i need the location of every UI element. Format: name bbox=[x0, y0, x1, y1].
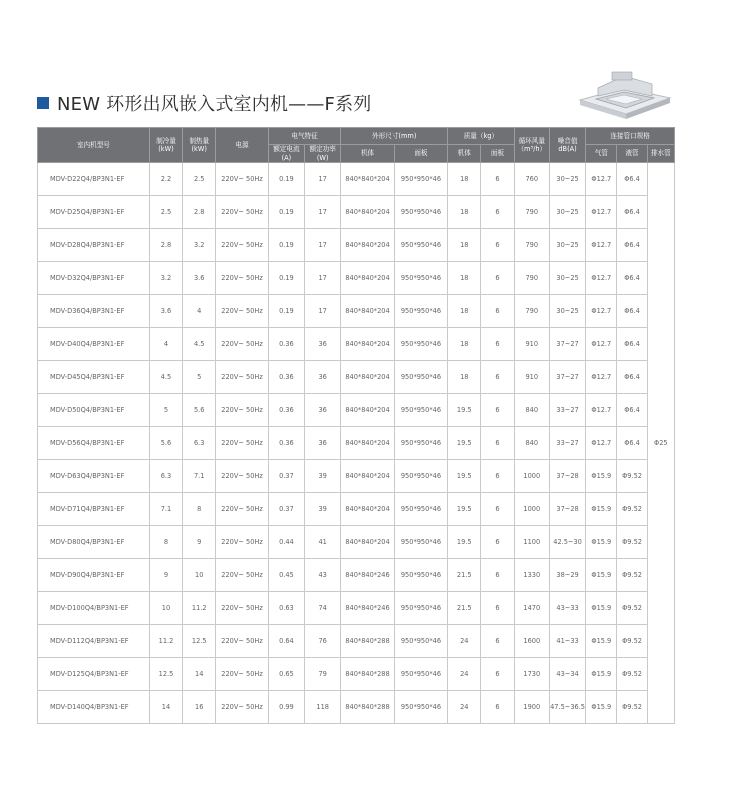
cell-air: 1000 bbox=[514, 460, 549, 493]
cell-heat: 5.6 bbox=[183, 394, 216, 427]
spec-table bbox=[37, 127, 675, 724]
cell-gas: Φ15.9 bbox=[586, 691, 617, 724]
cell-body: 840*840*204 bbox=[341, 196, 394, 229]
cell-liquid: Φ9.52 bbox=[617, 460, 647, 493]
cell-gas: Φ15.9 bbox=[586, 625, 617, 658]
cell-cool: 8 bbox=[149, 526, 182, 559]
cell-noise: 30~25 bbox=[549, 196, 585, 229]
cell-liquid: Φ9.52 bbox=[617, 592, 647, 625]
cell-air: 1330 bbox=[514, 559, 549, 592]
cell-watt: 39 bbox=[305, 460, 341, 493]
cell-heat: 2.8 bbox=[183, 196, 216, 229]
cell-current: 0.37 bbox=[268, 493, 304, 526]
cell-noise: 37~28 bbox=[549, 493, 585, 526]
cell-air: 840 bbox=[514, 394, 549, 427]
cell-gas: Φ15.9 bbox=[586, 559, 617, 592]
cassette-unit-image bbox=[576, 66, 674, 122]
cell-liquid: Φ9.52 bbox=[617, 691, 647, 724]
cell-wpanel: 6 bbox=[481, 262, 514, 295]
cell-watt: 43 bbox=[305, 559, 341, 592]
cell-wbody: 21.5 bbox=[448, 559, 481, 592]
cell-power: 220V~ 50Hz bbox=[216, 625, 268, 658]
cell-gas: Φ15.9 bbox=[586, 526, 617, 559]
header-pipe: 连接管口规格 bbox=[586, 128, 675, 145]
cell-model: MDV-D56Q4/BP3N1-EF bbox=[38, 427, 150, 460]
header-heating: 制热量 (kW) bbox=[183, 128, 216, 163]
cell-wpanel: 6 bbox=[481, 658, 514, 691]
cell-current: 0.99 bbox=[268, 691, 304, 724]
cell-drain: Φ25 bbox=[647, 163, 674, 724]
header-panel: 面板 bbox=[394, 145, 447, 163]
cell-current: 0.36 bbox=[268, 361, 304, 394]
cell-model: MDV-D50Q4/BP3N1-EF bbox=[38, 394, 150, 427]
cell-wpanel: 6 bbox=[481, 229, 514, 262]
cell-panel: 950*950*46 bbox=[394, 196, 447, 229]
cell-current: 0.36 bbox=[268, 394, 304, 427]
cell-model: MDV-D40Q4/BP3N1-EF bbox=[38, 328, 150, 361]
cell-air: 840 bbox=[514, 427, 549, 460]
cell-wpanel: 6 bbox=[481, 460, 514, 493]
cell-gas: Φ12.7 bbox=[586, 328, 617, 361]
cell-wpanel: 6 bbox=[481, 361, 514, 394]
header-unit-body: 机体 bbox=[341, 145, 394, 163]
cell-noise: 33~27 bbox=[549, 394, 585, 427]
cell-liquid: Φ6.4 bbox=[617, 229, 647, 262]
cell-air: 1900 bbox=[514, 691, 549, 724]
cell-wpanel: 6 bbox=[481, 691, 514, 724]
cell-watt: 17 bbox=[305, 295, 341, 328]
cell-model: MDV-D90Q4/BP3N1-EF bbox=[38, 559, 150, 592]
cell-wbody: 21.5 bbox=[448, 592, 481, 625]
header-rated-current: 额定电流 (A) bbox=[268, 145, 304, 163]
cell-wbody: 19.5 bbox=[448, 394, 481, 427]
cell-power: 220V~ 50Hz bbox=[216, 691, 268, 724]
cell-wbody: 24 bbox=[448, 691, 481, 724]
cell-wbody: 24 bbox=[448, 658, 481, 691]
header-drain-pipe: 排水管 bbox=[647, 145, 674, 163]
table-row bbox=[38, 460, 675, 493]
cell-air: 1000 bbox=[514, 493, 549, 526]
cell-model: MDV-D100Q4/BP3N1-EF bbox=[38, 592, 150, 625]
table-row bbox=[38, 559, 675, 592]
cell-cool: 10 bbox=[149, 592, 182, 625]
header-cooling: 制冷量 (kW) bbox=[149, 128, 182, 163]
cell-current: 0.19 bbox=[268, 163, 304, 196]
cell-wbody: 18 bbox=[448, 196, 481, 229]
cell-body: 840*840*204 bbox=[341, 493, 394, 526]
cell-cool: 7.1 bbox=[149, 493, 182, 526]
cell-body: 840*840*246 bbox=[341, 559, 394, 592]
cell-wbody: 18 bbox=[448, 229, 481, 262]
cell-body: 840*840*204 bbox=[341, 163, 394, 196]
table-row bbox=[38, 229, 675, 262]
cell-noise: 30~25 bbox=[549, 163, 585, 196]
cell-noise: 37~27 bbox=[549, 361, 585, 394]
cell-wpanel: 6 bbox=[481, 526, 514, 559]
cell-model: MDV-D32Q4/BP3N1-EF bbox=[38, 262, 150, 295]
cell-watt: 39 bbox=[305, 493, 341, 526]
cell-model: MDV-D80Q4/BP3N1-EF bbox=[38, 526, 150, 559]
cell-liquid: Φ6.4 bbox=[617, 262, 647, 295]
cell-current: 0.65 bbox=[268, 658, 304, 691]
cell-body: 840*840*288 bbox=[341, 691, 394, 724]
cell-model: MDV-D22Q4/BP3N1-EF bbox=[38, 163, 150, 196]
cell-noise: 37~28 bbox=[549, 460, 585, 493]
table-row bbox=[38, 394, 675, 427]
cell-watt: 36 bbox=[305, 394, 341, 427]
cell-power: 220V~ 50Hz bbox=[216, 592, 268, 625]
cell-watt: 79 bbox=[305, 658, 341, 691]
cell-model: MDV-D63Q4/BP3N1-EF bbox=[38, 460, 150, 493]
cell-power: 220V~ 50Hz bbox=[216, 361, 268, 394]
cell-cool: 4.5 bbox=[149, 361, 182, 394]
header-gas-pipe: 气管 bbox=[586, 145, 617, 163]
cell-heat: 10 bbox=[183, 559, 216, 592]
header-power: 电源 bbox=[216, 128, 268, 163]
cell-wbody: 18 bbox=[448, 163, 481, 196]
cell-power: 220V~ 50Hz bbox=[216, 559, 268, 592]
cell-air: 1100 bbox=[514, 526, 549, 559]
cell-current: 0.37 bbox=[268, 460, 304, 493]
cell-model: MDV-D125Q4/BP3N1-EF bbox=[38, 658, 150, 691]
cell-body: 840*840*204 bbox=[341, 394, 394, 427]
cell-noise: 42.5~30 bbox=[549, 526, 585, 559]
cell-wpanel: 6 bbox=[481, 196, 514, 229]
cell-body: 840*840*246 bbox=[341, 592, 394, 625]
cell-wbody: 18 bbox=[448, 295, 481, 328]
cell-power: 220V~ 50Hz bbox=[216, 196, 268, 229]
cell-current: 0.36 bbox=[268, 427, 304, 460]
cell-current: 0.19 bbox=[268, 295, 304, 328]
cell-panel: 950*950*46 bbox=[394, 592, 447, 625]
cell-body: 840*840*204 bbox=[341, 460, 394, 493]
cell-cool: 2.8 bbox=[149, 229, 182, 262]
cell-gas: Φ12.7 bbox=[586, 196, 617, 229]
cell-heat: 3.6 bbox=[183, 262, 216, 295]
cell-panel: 950*950*46 bbox=[394, 460, 447, 493]
cell-liquid: Φ6.4 bbox=[617, 427, 647, 460]
cell-current: 0.44 bbox=[268, 526, 304, 559]
table-row bbox=[38, 262, 675, 295]
cell-wpanel: 6 bbox=[481, 295, 514, 328]
cell-model: MDV-D25Q4/BP3N1-EF bbox=[38, 196, 150, 229]
cell-panel: 950*950*46 bbox=[394, 493, 447, 526]
cell-current: 0.19 bbox=[268, 196, 304, 229]
cell-wbody: 19.5 bbox=[448, 427, 481, 460]
cell-gas: Φ12.7 bbox=[586, 229, 617, 262]
cell-panel: 950*950*46 bbox=[394, 691, 447, 724]
cell-noise: 33~27 bbox=[549, 427, 585, 460]
cell-cool: 3.2 bbox=[149, 262, 182, 295]
cell-wpanel: 6 bbox=[481, 559, 514, 592]
cell-air: 1600 bbox=[514, 625, 549, 658]
cell-cool: 14 bbox=[149, 691, 182, 724]
cell-watt: 41 bbox=[305, 526, 341, 559]
cell-gas: Φ15.9 bbox=[586, 658, 617, 691]
cell-liquid: Φ6.4 bbox=[617, 361, 647, 394]
cell-air: 1470 bbox=[514, 592, 549, 625]
cell-heat: 9 bbox=[183, 526, 216, 559]
cell-watt: 36 bbox=[305, 361, 341, 394]
cell-body: 840*840*204 bbox=[341, 328, 394, 361]
table-row bbox=[38, 691, 675, 724]
cell-gas: Φ12.7 bbox=[586, 427, 617, 460]
cell-panel: 950*950*46 bbox=[394, 262, 447, 295]
cell-wbody: 18 bbox=[448, 361, 481, 394]
table-row bbox=[38, 625, 675, 658]
cell-liquid: Φ6.4 bbox=[617, 394, 647, 427]
cell-power: 220V~ 50Hz bbox=[216, 658, 268, 691]
cell-wbody: 19.5 bbox=[448, 526, 481, 559]
cell-power: 220V~ 50Hz bbox=[216, 526, 268, 559]
header-weight-body: 机体 bbox=[448, 145, 481, 163]
cell-gas: Φ15.9 bbox=[586, 493, 617, 526]
cell-watt: 17 bbox=[305, 229, 341, 262]
cell-model: MDV-D112Q4/BP3N1-EF bbox=[38, 625, 150, 658]
cell-body: 840*840*288 bbox=[341, 658, 394, 691]
cell-body: 840*840*204 bbox=[341, 427, 394, 460]
cell-current: 0.45 bbox=[268, 559, 304, 592]
cell-power: 220V~ 50Hz bbox=[216, 163, 268, 196]
page-title: NEW 环形出风嵌入式室内机——F系列 bbox=[57, 94, 372, 115]
header-liquid-pipe: 液管 bbox=[617, 145, 647, 163]
cell-liquid: Φ6.4 bbox=[617, 328, 647, 361]
cell-cool: 4 bbox=[149, 328, 182, 361]
cell-power: 220V~ 50Hz bbox=[216, 229, 268, 262]
cell-wpanel: 6 bbox=[481, 394, 514, 427]
cell-noise: 43~34 bbox=[549, 658, 585, 691]
cell-wpanel: 6 bbox=[481, 328, 514, 361]
table-row bbox=[38, 328, 675, 361]
cell-cool: 9 bbox=[149, 559, 182, 592]
cell-power: 220V~ 50Hz bbox=[216, 427, 268, 460]
cell-heat: 7.1 bbox=[183, 460, 216, 493]
cell-power: 220V~ 50Hz bbox=[216, 460, 268, 493]
cell-model: MDV-D28Q4/BP3N1-EF bbox=[38, 229, 150, 262]
cell-heat: 5 bbox=[183, 361, 216, 394]
cell-heat: 11.2 bbox=[183, 592, 216, 625]
table-row bbox=[38, 592, 675, 625]
spec-table-body bbox=[38, 163, 675, 724]
cell-air: 910 bbox=[514, 361, 549, 394]
cell-noise: 41~33 bbox=[549, 625, 585, 658]
cell-panel: 950*950*46 bbox=[394, 394, 447, 427]
cell-heat: 2.5 bbox=[183, 163, 216, 196]
table-row bbox=[38, 526, 675, 559]
cell-power: 220V~ 50Hz bbox=[216, 328, 268, 361]
cell-air: 910 bbox=[514, 328, 549, 361]
cell-body: 840*840*204 bbox=[341, 262, 394, 295]
cell-panel: 950*950*46 bbox=[394, 658, 447, 691]
title-marker bbox=[37, 97, 49, 109]
cell-wbody: 18 bbox=[448, 262, 481, 295]
cell-body: 840*840*204 bbox=[341, 526, 394, 559]
cell-cool: 11.2 bbox=[149, 625, 182, 658]
cell-heat: 8 bbox=[183, 493, 216, 526]
cell-liquid: Φ6.4 bbox=[617, 196, 647, 229]
table-row bbox=[38, 493, 675, 526]
table-row bbox=[38, 295, 675, 328]
page-title-block bbox=[37, 90, 372, 116]
cell-cool: 3.6 bbox=[149, 295, 182, 328]
table-row bbox=[38, 361, 675, 394]
cell-panel: 950*950*46 bbox=[394, 559, 447, 592]
cell-air: 760 bbox=[514, 163, 549, 196]
cell-model: MDV-D36Q4/BP3N1-EF bbox=[38, 295, 150, 328]
cell-power: 220V~ 50Hz bbox=[216, 295, 268, 328]
cell-body: 840*840*204 bbox=[341, 361, 394, 394]
cell-noise: 30~25 bbox=[549, 262, 585, 295]
cell-panel: 950*950*46 bbox=[394, 295, 447, 328]
cell-panel: 950*950*46 bbox=[394, 361, 447, 394]
cell-wbody: 19.5 bbox=[448, 493, 481, 526]
cell-panel: 950*950*46 bbox=[394, 328, 447, 361]
cell-panel: 950*950*46 bbox=[394, 427, 447, 460]
cell-heat: 16 bbox=[183, 691, 216, 724]
cell-cool: 12.5 bbox=[149, 658, 182, 691]
cell-cool: 2.2 bbox=[149, 163, 182, 196]
cell-heat: 12.5 bbox=[183, 625, 216, 658]
cell-current: 0.36 bbox=[268, 328, 304, 361]
cell-air: 1730 bbox=[514, 658, 549, 691]
cell-watt: 118 bbox=[305, 691, 341, 724]
cell-power: 220V~ 50Hz bbox=[216, 394, 268, 427]
cell-wpanel: 6 bbox=[481, 427, 514, 460]
cell-wpanel: 6 bbox=[481, 592, 514, 625]
cell-gas: Φ12.7 bbox=[586, 394, 617, 427]
cell-watt: 36 bbox=[305, 427, 341, 460]
cell-noise: 30~25 bbox=[549, 229, 585, 262]
cell-panel: 950*950*46 bbox=[394, 163, 447, 196]
cell-cool: 5.6 bbox=[149, 427, 182, 460]
cell-current: 0.19 bbox=[268, 262, 304, 295]
table-row bbox=[38, 196, 675, 229]
cell-watt: 17 bbox=[305, 262, 341, 295]
cell-panel: 950*950*46 bbox=[394, 526, 447, 559]
cell-model: MDV-D71Q4/BP3N1-EF bbox=[38, 493, 150, 526]
cell-cool: 6.3 bbox=[149, 460, 182, 493]
cell-current: 0.63 bbox=[268, 592, 304, 625]
table-row bbox=[38, 658, 675, 691]
header-model: 室内机型号 bbox=[38, 128, 150, 163]
cell-panel: 950*950*46 bbox=[394, 229, 447, 262]
cell-gas: Φ15.9 bbox=[586, 592, 617, 625]
cell-heat: 4 bbox=[183, 295, 216, 328]
cell-gas: Φ12.7 bbox=[586, 163, 617, 196]
header-rated-power: 额定功率 (W) bbox=[305, 145, 341, 163]
cell-body: 840*840*204 bbox=[341, 295, 394, 328]
cell-watt: 17 bbox=[305, 163, 341, 196]
cell-gas: Φ12.7 bbox=[586, 361, 617, 394]
header-airflow: 循环风量 （m³/h） bbox=[514, 128, 549, 163]
cell-liquid: Φ6.4 bbox=[617, 295, 647, 328]
cell-watt: 74 bbox=[305, 592, 341, 625]
cell-panel: 950*950*46 bbox=[394, 625, 447, 658]
cell-current: 0.19 bbox=[268, 229, 304, 262]
cell-liquid: Φ9.52 bbox=[617, 526, 647, 559]
cell-noise: 37~27 bbox=[549, 328, 585, 361]
cell-gas: Φ15.9 bbox=[586, 460, 617, 493]
header-noise: 噪音值 dB(A) bbox=[549, 128, 585, 163]
cell-liquid: Φ9.52 bbox=[617, 493, 647, 526]
table-row bbox=[38, 427, 675, 460]
cell-liquid: Φ9.52 bbox=[617, 625, 647, 658]
cell-air: 790 bbox=[514, 229, 549, 262]
cell-watt: 76 bbox=[305, 625, 341, 658]
header-electrical: 电气特征 bbox=[268, 128, 341, 145]
cell-heat: 4.5 bbox=[183, 328, 216, 361]
cell-watt: 17 bbox=[305, 196, 341, 229]
cell-air: 790 bbox=[514, 262, 549, 295]
cell-watt: 36 bbox=[305, 328, 341, 361]
header-weight: 质量（kg） bbox=[448, 128, 515, 145]
cell-noise: 38~29 bbox=[549, 559, 585, 592]
cell-wbody: 19.5 bbox=[448, 460, 481, 493]
cell-cool: 2.5 bbox=[149, 196, 182, 229]
cell-heat: 3.2 bbox=[183, 229, 216, 262]
cell-heat: 6.3 bbox=[183, 427, 216, 460]
table-row bbox=[38, 163, 675, 196]
cell-body: 840*840*288 bbox=[341, 625, 394, 658]
cell-cool: 5 bbox=[149, 394, 182, 427]
cell-wpanel: 6 bbox=[481, 493, 514, 526]
cell-gas: Φ12.7 bbox=[586, 262, 617, 295]
cell-noise: 47.5~36.5 bbox=[549, 691, 585, 724]
cell-model: MDV-D45Q4/BP3N1-EF bbox=[38, 361, 150, 394]
cell-wpanel: 6 bbox=[481, 163, 514, 196]
header-weight-panel: 面板 bbox=[481, 145, 514, 163]
cell-model: MDV-D140Q4/BP3N1-EF bbox=[38, 691, 150, 724]
cell-power: 220V~ 50Hz bbox=[216, 262, 268, 295]
cell-air: 790 bbox=[514, 196, 549, 229]
cell-gas: Φ12.7 bbox=[586, 295, 617, 328]
cell-current: 0.64 bbox=[268, 625, 304, 658]
cell-wpanel: 6 bbox=[481, 625, 514, 658]
cell-liquid: Φ9.52 bbox=[617, 559, 647, 592]
header-dimensions: 外形尺寸(mm) bbox=[341, 128, 448, 145]
cell-noise: 43~33 bbox=[549, 592, 585, 625]
cell-air: 790 bbox=[514, 295, 549, 328]
cell-liquid: Φ9.52 bbox=[617, 658, 647, 691]
cell-noise: 30~25 bbox=[549, 295, 585, 328]
cell-heat: 14 bbox=[183, 658, 216, 691]
cell-wbody: 18 bbox=[448, 328, 481, 361]
cell-wbody: 24 bbox=[448, 625, 481, 658]
cell-liquid: Φ6.4 bbox=[617, 163, 647, 196]
cell-body: 840*840*204 bbox=[341, 229, 394, 262]
cell-power: 220V~ 50Hz bbox=[216, 493, 268, 526]
